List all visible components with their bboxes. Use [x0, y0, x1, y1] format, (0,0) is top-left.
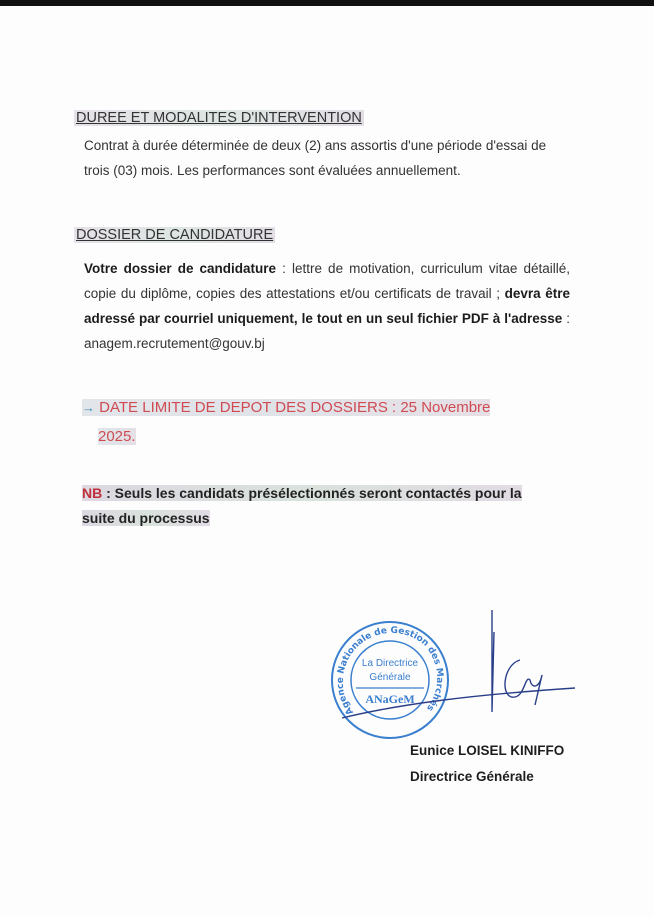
application-bold-1: Votre dossier de candidature	[84, 261, 277, 276]
deadline	[82, 393, 490, 451]
signatory-name: Eunice LOISEL KINIFFO	[410, 743, 565, 758]
application-email: : anagem.recrutement@gouv.bj	[84, 311, 570, 351]
top-bar	[0, 0, 654, 6]
application-text	[84, 256, 570, 356]
nb-prefix: NB	[82, 485, 103, 501]
nb-note	[82, 481, 522, 531]
application-bold-2: devra être adressé par courriel uniquement, le tout en un seul fichier PDF à l'adresse	[84, 286, 570, 326]
stamp-line-1: La Directrice	[361, 658, 419, 669]
section-heading-application: DOSSIER DE CANDIDATURE	[76, 227, 274, 243]
application-text-1: : lettre de motivation, curriculum vitae détaillé, copie du diplôme, copies des attestations et/ou certificats de travail ;	[84, 261, 570, 301]
deadline-year: 2025.	[98, 428, 136, 445]
stamp-ring-text: Agence Nationale de Gestion des Marchés	[335, 625, 445, 717]
stamp-and-signature	[320, 600, 590, 740]
signatory-title: Directrice Générale	[410, 769, 534, 784]
stamp-line-2: Générale	[369, 672, 411, 683]
nb-text-2: suite du processus	[82, 510, 210, 526]
nb-text: : Seuls les candidats présélectionnés seront contactés pour la	[102, 485, 522, 501]
duration-text: Contrat à durée déterminée de deux (2) ans assortis d'une période d'essai de trois (03) mois. Les performances sont évaluées annuellement.	[84, 138, 547, 178]
stamp-acronym: ANaGeM	[365, 692, 415, 706]
section-heading-duration: DUREE ET MODALITES D'INTERVENTION	[76, 110, 362, 126]
arrow-icon: →	[82, 400, 95, 415]
deadline-label: DATE LIMITE DE DEPOT DES DOSSIERS : 25 Novembre	[99, 399, 491, 416]
